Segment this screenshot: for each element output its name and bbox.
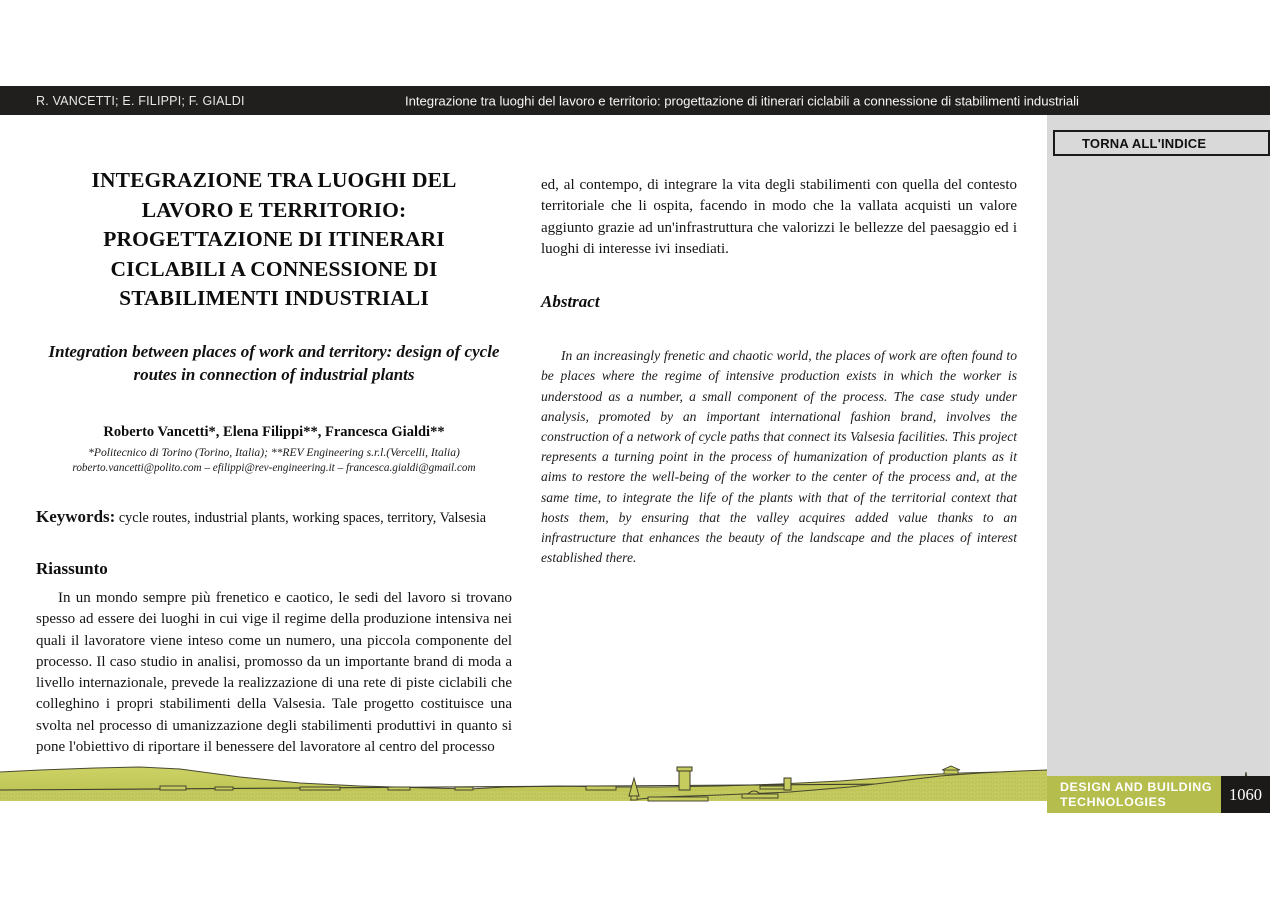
keywords-label: Keywords:: [36, 507, 116, 526]
running-header-bar: [0, 86, 1270, 115]
right-column: [541, 166, 1017, 568]
running-header-authors: R. VANCETTI; E. FILIPPI; F. GIALDI: [36, 93, 245, 108]
page-number-box: [1221, 776, 1270, 813]
summit-hut-roof: [942, 766, 960, 770]
footer-section-line2: TECHNOLOGIES: [1060, 795, 1167, 809]
back-to-index-label: TORNA ALL'INDICE: [1082, 135, 1207, 151]
summit-hut: [944, 770, 958, 774]
abstract-paragraph: In an increasingly frenetic and chaotic world, the places of work are often found to be places where the regime of intensive production exists in which the worker is understood as a number, a small component of the process. The case study under analysis, promoted by an important international fashion brand, involves the construction of a network of cycle paths that connect its Valsesia facilities. This project represents a turning point in the process of humanization of production plants as it aims to restore the well-being of the worker to the center of the process and, at the same time, to integrate the life of the plants with that of the territorial context that hosts them, by ensuring that the valley acquires added value thanks to an infrastructure that enhances the beauty of the landscape and the places of interest established there.: [541, 348, 1017, 566]
riassunto-paragraph: In un mondo sempre più frenetico e caotico, le sedi del lavoro si trovano spesso ad essere dei luoghi in cui vige il regime della produzione intensiva nei quali il lavoratore viene inteso come un numero, una piccola componente del processo. Il caso studio in analisi, promosso da un importante brand di moda a livello internazionale, prevede la realizzazione di una rete di piste ciclabili che colleghino i propri stabilimenti della Valsesia. Tale progetto costituisce una svolta nel processo di umanizzazione degli stabilimenti produttivi in quanto si pone l'obiettivo di riportare il benessere del lavoratore al centro del processo: [36, 590, 512, 756]
bell-tower-1: [677, 767, 692, 790]
author-emails: roberto.vancetti@polito.com – efilippi@rev-engineering.it – francesca.gialdi@gmail.com: [72, 462, 476, 474]
keywords-values: cycle routes, industrial plants, working spaces, territory, Valsesia: [115, 510, 487, 526]
author-list: Roberto Vancetti*, Elena Filippi**, Francesca Gialdi**: [103, 423, 445, 440]
abstract-block: [541, 292, 1017, 568]
footer-section-label: [1047, 776, 1221, 813]
back-to-index-button[interactable]: [1053, 130, 1270, 156]
page-number: 1060: [1229, 784, 1262, 804]
footer-section-text: [1060, 780, 1220, 810]
keywords-block: [36, 506, 512, 529]
section-heading-riassunto: Riassunto: [36, 559, 108, 578]
section-heading-abstract: Abstract: [541, 292, 600, 312]
page-title: INTEGRAZIONE TRA LUOGHI DEL LAVORO E TERRITORIO: PROGETTAZIONE DI ITINERARI CICLABILI A CONNESSIONE DI STABILIMENTI INDUSTRIALI: [91, 168, 457, 310]
footer-section-line1: DESIGN AND BUILDING: [1060, 780, 1213, 794]
right-side-panel: [1047, 115, 1270, 782]
author-affiliation: *Politecnico di Torino (Torino, Italia); **REV Engineering s.r.l.(Vercelli, Italia): [88, 445, 460, 459]
footer-band: [1047, 776, 1270, 813]
bell-tower-2: [784, 778, 791, 790]
left-column: [36, 166, 512, 758]
riassunto-continuation-paragraph: ed, al contempo, di integrare la vita degli stabilimenti con quella del contesto territoriale che li ospita, facendo in modo che la vallata acquisti un valore aggiunto grazie ad un'infrastruttura che valorizzi le bellezze del paesaggio ed i luoghi di interesse ivi insediati.: [541, 177, 1017, 257]
page-subtitle-english: Integration between places of work and territory: design of cycle routes in connection of industrial plants: [48, 341, 500, 384]
running-header-title: Integrazione tra luoghi del lavoro e territorio: progettazione di itinerari ciclabili a connessione di stabilimenti industriali: [405, 93, 1079, 108]
panel-mask: [1047, 756, 1270, 772]
